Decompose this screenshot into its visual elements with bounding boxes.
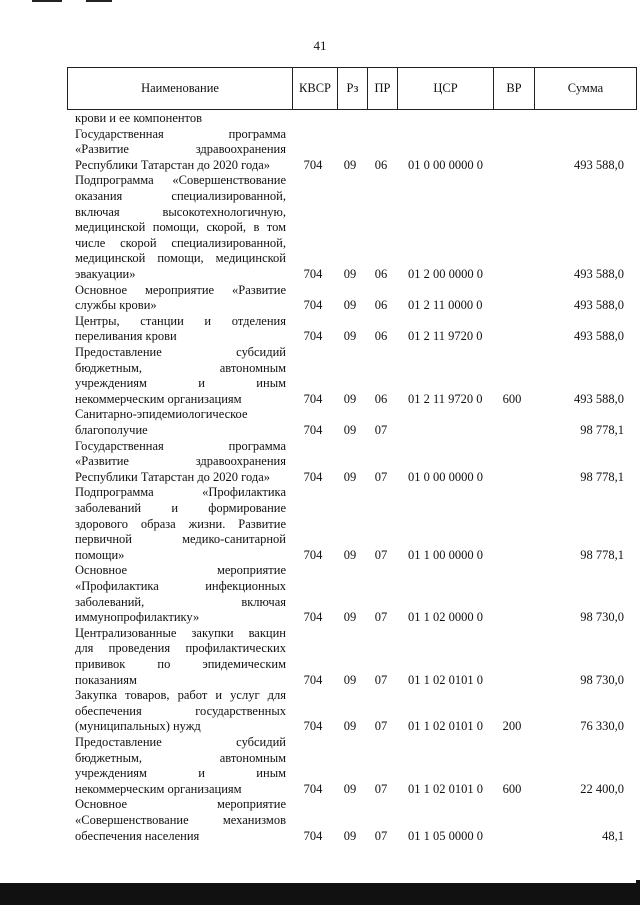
row-name-line: оказания специализированной,	[75, 188, 286, 203]
row-name-line: Предоставление субсидий	[75, 345, 286, 359]
row-name	[75, 173, 286, 282]
row-name-line: Республики Татарстан до 2020 года»	[75, 157, 271, 172]
row-vr: 600	[502, 391, 522, 406]
header-csr: ЦСР	[433, 81, 458, 95]
row-rz: 09	[343, 719, 357, 734]
row-name-line: здорового образа жизни. Развитие	[75, 516, 286, 531]
table-row	[0, 407, 640, 438]
row-csr: 01 0 00 0000 0	[408, 469, 483, 484]
row-csr: 01 1 05 0000 0	[408, 828, 483, 843]
row-kvsr: 704	[303, 828, 323, 843]
row-name-line: благополучие	[75, 422, 148, 437]
header-kvsr: КВСР	[299, 81, 331, 95]
row-name-line: медицинской помощи, скорой, в том	[75, 220, 286, 235]
row-name-line: Основное мероприятие «Развитие	[75, 282, 286, 297]
row-csr: 01 2 11 0000 0	[408, 298, 483, 313]
row-name-line: Санитарно-эпидемиологическое	[75, 407, 248, 422]
row-pr: 07	[374, 672, 388, 687]
row-kvsr: 704	[303, 610, 323, 625]
table-row	[0, 735, 640, 797]
row-name-line: (муниципальных) нужд	[75, 719, 201, 734]
row-rz: 09	[343, 298, 357, 313]
row-kvsr: 704	[303, 329, 323, 344]
row-name-line: бюджетным, автономным	[75, 360, 286, 375]
row-name-line: некоммерческим организациям	[75, 391, 242, 406]
row-name	[75, 345, 286, 407]
row-vr: 200	[502, 719, 522, 734]
row-rz: 09	[343, 422, 357, 437]
row-name-line: бюджетным, автономным	[75, 750, 286, 765]
header-rz: Рз	[346, 81, 359, 95]
row-rz: 09	[343, 672, 357, 687]
row-pr: 06	[374, 391, 388, 406]
row-name-line: Основное мероприятие	[75, 797, 286, 812]
row-rz: 09	[343, 329, 357, 344]
row-rz: 09	[343, 610, 357, 625]
row-pr: 07	[374, 469, 388, 484]
row-name-line: показаниям	[75, 672, 137, 687]
table-row	[0, 127, 640, 174]
table-row	[0, 283, 640, 314]
row-name-line: Центры, станции и отделения	[75, 313, 286, 328]
row-kvsr: 704	[303, 298, 323, 313]
row-name-line: Подпрограмма «Профилактика	[75, 485, 286, 500]
row-name-line: обеспечения государственных	[75, 703, 286, 718]
row-name-line: Основное мероприятие	[75, 563, 286, 578]
row-rz: 09	[343, 266, 357, 281]
table-row	[0, 439, 640, 486]
row-name-line: учреждениям и иным	[75, 376, 286, 391]
row-pr: 06	[374, 329, 388, 344]
row-csr: 01 2 11 9720 0	[408, 391, 483, 406]
table-row	[0, 688, 640, 735]
row-sum: 98 730,0	[580, 672, 624, 687]
row-kvsr: 704	[303, 391, 323, 406]
row-name-line: Государственная программа	[75, 126, 286, 141]
scan-mark	[32, 0, 62, 2]
row-rz: 09	[343, 469, 357, 484]
table-row	[0, 173, 640, 282]
row-rz: 09	[343, 781, 357, 796]
row-sum: 48,1	[602, 828, 624, 843]
table-header	[67, 67, 637, 110]
row-name-line: «Развитие здравоохранения	[75, 454, 286, 469]
table-row	[0, 563, 640, 625]
row-sum: 76 330,0	[580, 719, 624, 734]
row-sum: 98 778,1	[580, 422, 624, 437]
row-name	[75, 127, 286, 174]
table-row	[0, 485, 640, 563]
row-csr: 01 2 00 0000 0	[408, 266, 483, 281]
table-row	[0, 314, 640, 345]
row-name	[75, 626, 286, 688]
row-name-line: иммунопрофилактику»	[75, 610, 200, 625]
row-pr: 07	[374, 422, 388, 437]
row-kvsr: 704	[303, 781, 323, 796]
row-csr: 01 1 02 0101 0	[408, 781, 483, 796]
row-name-line: крови и ее компонентов	[75, 111, 203, 125]
row-kvsr: 704	[303, 266, 323, 281]
row-name-line: Подпрограмма «Совершенствование	[75, 173, 286, 188]
row-name-line: заболеваний и формирование	[75, 500, 286, 515]
row-sum: 493 588,0	[574, 157, 624, 172]
row-name-line: «Развитие здравоохранения	[75, 142, 286, 157]
scan-border	[0, 883, 640, 905]
row-pr: 07	[374, 610, 388, 625]
row-name-line: учреждениям и иным	[75, 766, 286, 781]
row-name-line: числе скорой специализированной,	[75, 235, 286, 250]
row-sum: 98 778,1	[580, 547, 624, 562]
row-name-line: эвакуации»	[75, 266, 136, 281]
row-sum: 98 778,1	[580, 469, 624, 484]
row-name-line: службы крови»	[75, 298, 157, 313]
table-row	[0, 111, 640, 127]
row-name-line: медицинской помощи, медицинской	[75, 251, 286, 266]
row-rz: 09	[343, 391, 357, 406]
row-name	[75, 283, 286, 314]
row-csr: 01 1 02 0000 0	[408, 610, 483, 625]
header-name: Наименование	[141, 81, 219, 95]
row-name-line: Централизованные закупки вакцин	[75, 625, 286, 640]
row-name	[75, 314, 286, 345]
row-name-line: первичной медико-санитарной	[75, 532, 286, 547]
header-pr: ПР	[374, 81, 391, 95]
row-name-line: Закупка товаров, работ и услуг для	[75, 688, 286, 703]
page-number: 41	[313, 38, 327, 53]
scan-mark	[86, 0, 112, 2]
row-name-line: обеспечения населения	[75, 828, 200, 843]
row-csr: 01 1 02 0101 0	[408, 672, 483, 687]
row-name	[75, 735, 286, 797]
table-row	[0, 345, 640, 407]
row-vr: 600	[502, 781, 522, 796]
row-name-line: включая высокотехнологичную,	[75, 204, 286, 219]
row-kvsr: 704	[303, 469, 323, 484]
row-pr: 07	[374, 547, 388, 562]
row-name-line: некоммерческим организациям	[75, 781, 242, 796]
row-kvsr: 704	[303, 672, 323, 687]
row-sum: 98 730,0	[580, 610, 624, 625]
row-sum: 493 588,0	[574, 298, 624, 313]
row-kvsr: 704	[303, 719, 323, 734]
row-rz: 09	[343, 547, 357, 562]
header-vr: ВР	[506, 81, 522, 95]
row-name-line: Предоставление субсидий	[75, 735, 286, 749]
row-kvsr: 704	[303, 422, 323, 437]
row-sum: 493 588,0	[574, 391, 624, 406]
row-csr: 01 0 00 0000 0	[408, 157, 483, 172]
row-name	[75, 797, 286, 844]
row-name-line: прививок по эпидемическим	[75, 656, 286, 671]
row-name	[75, 563, 286, 625]
row-sum: 493 588,0	[574, 329, 624, 344]
row-sum: 493 588,0	[574, 266, 624, 281]
header-sum: Сумма	[567, 81, 604, 95]
row-name-line: заболеваний, включая	[75, 594, 286, 609]
row-pr: 06	[374, 298, 388, 313]
row-csr: 01 2 11 9720 0	[408, 329, 483, 344]
row-name-line: для проведения профилактических	[75, 641, 286, 656]
row-csr: 01 1 00 0000 0	[408, 547, 483, 562]
row-csr: 01 1 02 0101 0	[408, 719, 483, 734]
row-name	[75, 688, 286, 735]
row-name-line: Государственная программа	[75, 438, 286, 453]
row-sum: 22 400,0	[580, 781, 624, 796]
row-name	[75, 111, 286, 127]
row-name	[75, 407, 286, 438]
row-name-line: помощи»	[75, 547, 125, 562]
row-rz: 09	[343, 157, 357, 172]
scan-border	[636, 880, 640, 905]
row-name	[75, 439, 286, 486]
row-pr: 07	[374, 828, 388, 843]
row-name-line: Республики Татарстан до 2020 года»	[75, 469, 271, 484]
row-pr: 07	[374, 719, 388, 734]
row-pr: 06	[374, 266, 388, 281]
row-name	[75, 485, 286, 563]
table-row	[0, 797, 640, 844]
row-name-line: переливания крови	[75, 329, 177, 344]
row-name-line: «Профилактика инфекционных	[75, 578, 286, 593]
row-kvsr: 704	[303, 547, 323, 562]
row-rz: 09	[343, 828, 357, 843]
row-pr: 07	[374, 781, 388, 796]
table-row	[0, 626, 640, 688]
row-pr: 06	[374, 157, 388, 172]
row-name-line: «Совершенствование механизмов	[75, 812, 286, 827]
row-kvsr: 704	[303, 157, 323, 172]
